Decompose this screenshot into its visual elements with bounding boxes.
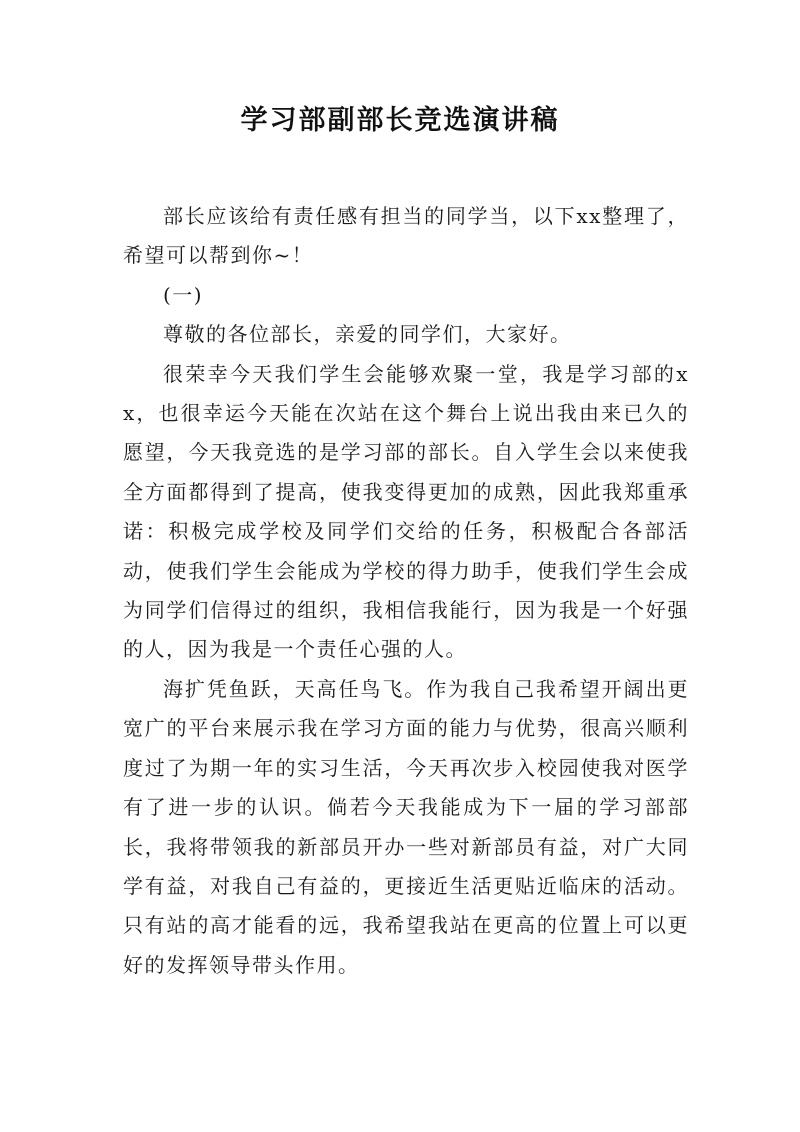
- document-title: 学习部副部长竞选演讲稿: [240, 105, 560, 136]
- paragraph-intro: 部长应该给有责任感有担当的同学当，以下xx整理了，希望可以帮到你~！: [123, 204, 689, 268]
- paragraph-body-2: 海扩凭鱼跃，天高任鸟飞。作为我自己我希望开阔出更宽广的平台来展示我在学习方面的能力与优势，很高兴顺利度过了为期一年的实习生活，今天再次步入校园使我对医学有了进一步的认识。倘若今天我能成为下一届的学习部部长，我将带领我的新部员开办一些对新部员有益，对广大同学有益，对我自己有益的，更接近生活更贴近临床的活动。只有站的高才能看的远，我希望我站在更高的位置上可以更好的发挥领导带头作用。: [123, 676, 689, 977]
- document-body: [123, 197, 689, 985]
- paragraph-greeting: 尊敬的各位部长，亲爱的同学们，大家好。: [163, 322, 572, 347]
- paragraph-section-number: (一): [163, 282, 204, 307]
- paragraph-body-1: 很荣幸今天我们学生会能够欢聚一堂，我是学习部的xx，也很幸运今天能在次站在这个舞台上说出我由来已久的愿望，今天我竞选的是学习部的部长。自入学生会以来使我全方面都得到了提高，使我变得更加的成熟，因此我郑重承诺：积极完成学校及同学们交给的任务，积极配合各部活动，使我们学生会能成为学校的得力助手，使我们学生会成为同学们信得过的组织，我相信我能行，因为我是一个好强的人，因为我是一个责任心强的人。: [123, 361, 689, 662]
